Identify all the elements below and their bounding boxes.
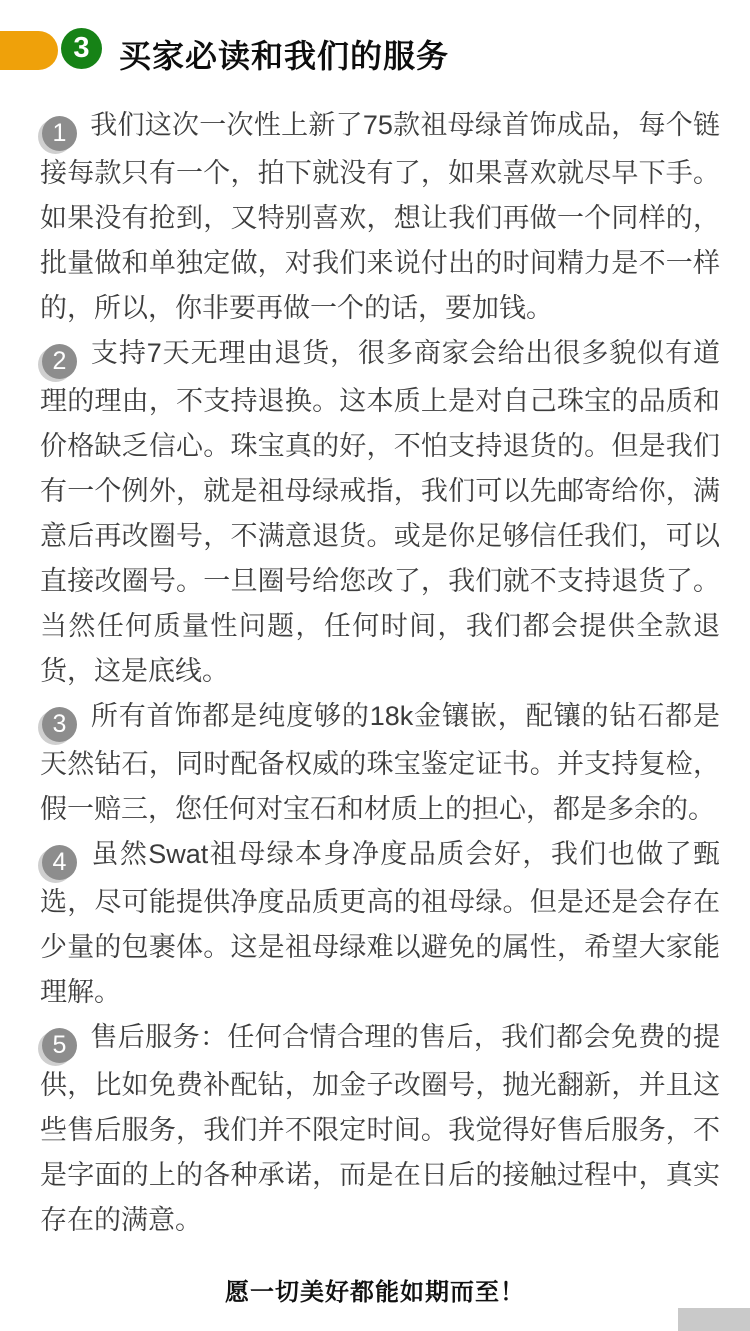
item-number-icon: 4	[42, 845, 77, 880]
list-item	[0, 103, 750, 331]
section-header	[0, 0, 750, 103]
list-item-text: 支持7天无理由退货，很多商家会给出很多貌似有道理的理由，不支持退换。这本质上是对自己珠宝的品质和价格缺乏信心。珠宝真的好，不怕支持退货的。但是我们有一个例外，就是祖母绿戒指，我们可以先邮寄给你，满意后再改圈号，不满意退货。或是你足够信任我们，可以直接改圈号。一旦圈号给您改了，我们就不支持退货了。当然任何质量性问题，任何时间，我们都会提供全款退货，这是底线。	[40, 338, 720, 686]
item-number-icon: 5	[42, 1028, 77, 1063]
page-title: 买家必读和我们的服务	[119, 38, 450, 74]
list-item	[0, 331, 750, 694]
item-number-icon: 2	[42, 344, 77, 379]
section-number-badge: 3	[61, 28, 102, 69]
list-item	[0, 694, 750, 832]
item-number-icon: 3	[42, 707, 77, 742]
buyer-notes-list	[0, 103, 750, 1243]
list-item-text: 所有首饰都是纯度够的18k金镶嵌，配镶的钻石都是天然钻石，同时配备权威的珠宝鉴定证书。并支持复检，假一赔三，您任何对宝石和材质上的担心，都是多余的。	[40, 701, 720, 824]
list-item	[0, 832, 750, 1015]
list-item-text: 我们这次一次性上新了75款祖母绿首饰成品，每个链接每款只有一个，拍下就没有了，如果喜欢就尽早下手。如果没有抢到，又特别喜欢，想让我们再做一个同样的，批量做和单独定做，对我们来说付出的时间精力是不一样的，所以，你非要再做一个的话，要加钱。	[40, 110, 720, 323]
next-section-fragment	[678, 1308, 750, 1331]
orange-accent-bar	[0, 31, 58, 70]
list-item	[0, 1015, 750, 1243]
item-number-icon: 1	[42, 116, 77, 151]
list-item-text: 售后服务：任何合情合理的售后，我们都会免费的提供，比如免费补配钻，加金子改圈号，抛光翻新，并且这些售后服务，我们并不限定时间。我觉得好售后服务，不是字面的上的各种承诺，而是在日后的接触过程中，真实存在的满意。	[40, 1022, 720, 1235]
closing-wish-text: 愿一切美好都能如期而至！	[225, 1279, 525, 1306]
list-item-text: 虽然Swat祖母绿本身净度品质会好，我们也做了甄选，尽可能提供净度品质更高的祖母绿。但是还是会存在少量的包裹体。这是祖母绿难以避免的属性，希望大家能理解。	[40, 839, 720, 1007]
